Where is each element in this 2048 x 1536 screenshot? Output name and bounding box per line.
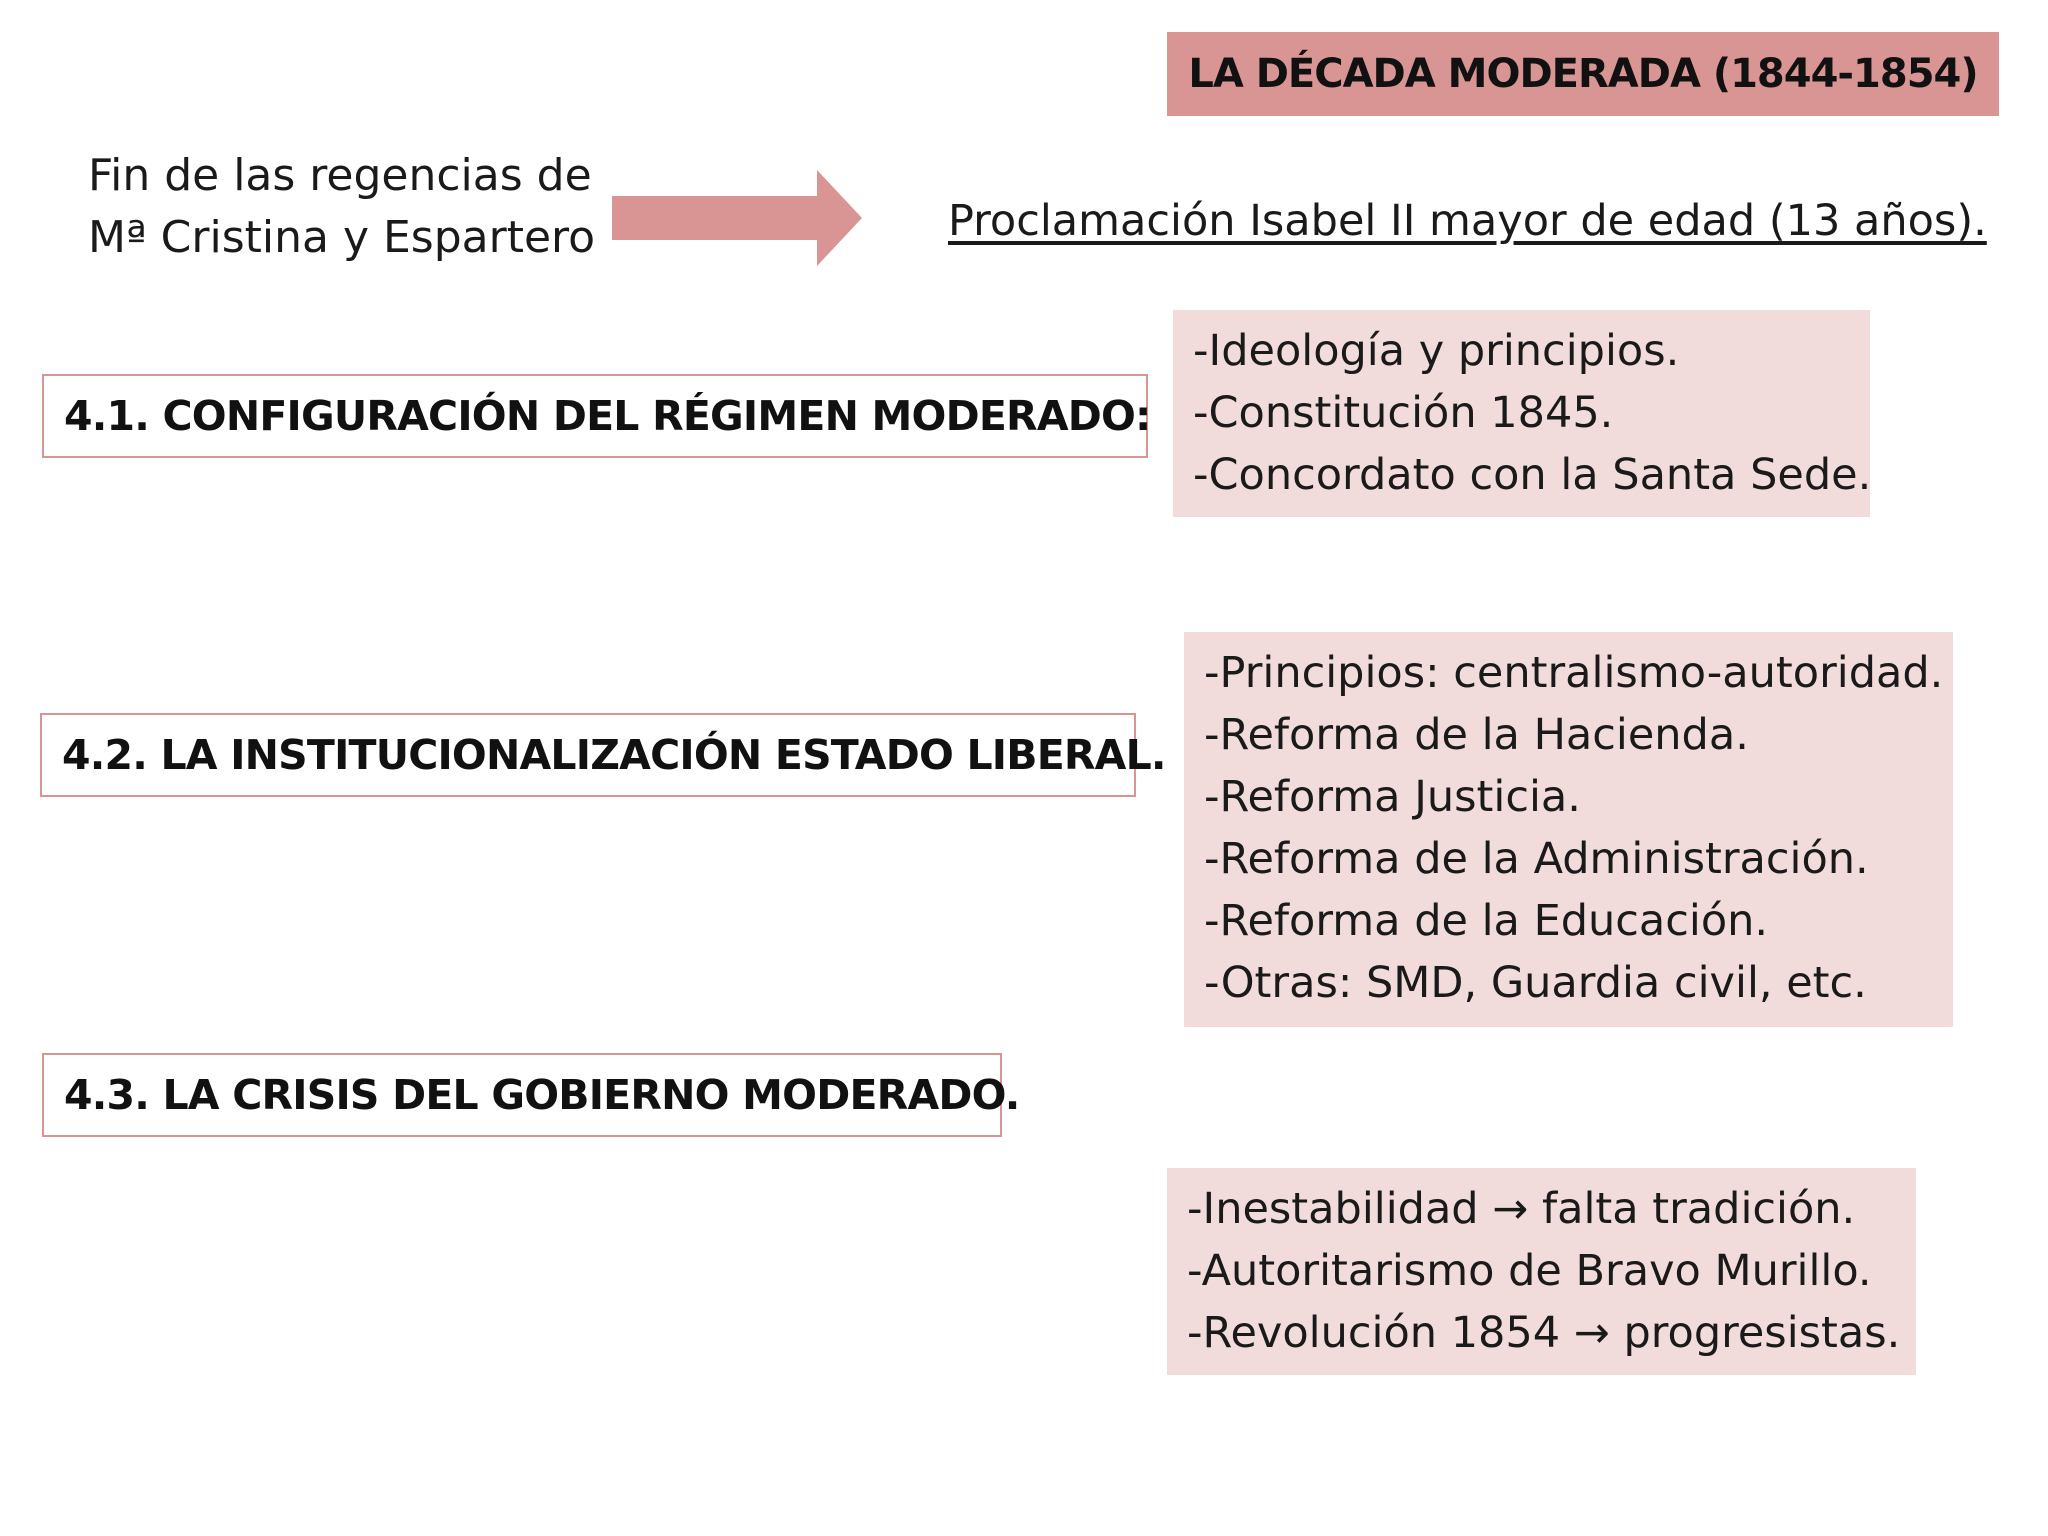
section-4-2-box: [40, 713, 1166, 797]
section-4-1-list: [1173, 310, 1870, 517]
section-4-2-list: [1184, 632, 1953, 1027]
section-4-2-label: 4.2. LA INSTITUCIONALIZACIÓN ESTADO LIBERAL.: [62, 731, 1166, 779]
list-item: -Constitución 1845.: [1193, 388, 1614, 438]
section-4-3-label: 4.3. LA CRISIS DEL GOBIERNO MODERADO.: [64, 1071, 1020, 1119]
section-4-1-box: [42, 374, 1151, 458]
section-4-3-box: [42, 1053, 1020, 1137]
list-item: -Otras: SMD, Guardia civil, etc.: [1204, 958, 1867, 1008]
right-block-arrow-icon: [612, 170, 862, 266]
list-item: -Autoritarismo de Bravo Murillo.: [1187, 1246, 1872, 1296]
section-4-1-label: 4.1. CONFIGURACIÓN DEL RÉGIMEN MODERADO:: [64, 392, 1151, 440]
list-item: -Principios: centralismo-autoridad.: [1204, 648, 1944, 698]
list-item: -Inestabilidad → falta tradición.: [1187, 1184, 1856, 1234]
list-item: -Reforma Justicia.: [1204, 772, 1581, 822]
list-item: -Reforma de la Educación.: [1204, 896, 1769, 946]
intro-text: [88, 145, 595, 269]
proclamation-text: Proclamación Isabel II mayor de edad (13 años).: [948, 196, 1987, 246]
intro-line-1: Fin de las regencias de: [88, 150, 592, 201]
section-4-3-list: [1167, 1168, 1916, 1375]
page-title: LA DÉCADA MODERADA (1844-1854): [1188, 51, 1978, 97]
list-item: -Concordato con la Santa Sede.: [1193, 450, 1872, 500]
title-banner: [1167, 32, 1999, 116]
list-item: -Ideología y principios.: [1193, 326, 1680, 376]
list-item: -Revolución 1854 → progresistas.: [1187, 1308, 1901, 1358]
intro-line-2: Mª Cristina y Espartero: [88, 212, 596, 263]
list-item: -Reforma de la Hacienda.: [1204, 710, 1749, 760]
list-item: -Reforma de la Administración.: [1204, 834, 1869, 884]
